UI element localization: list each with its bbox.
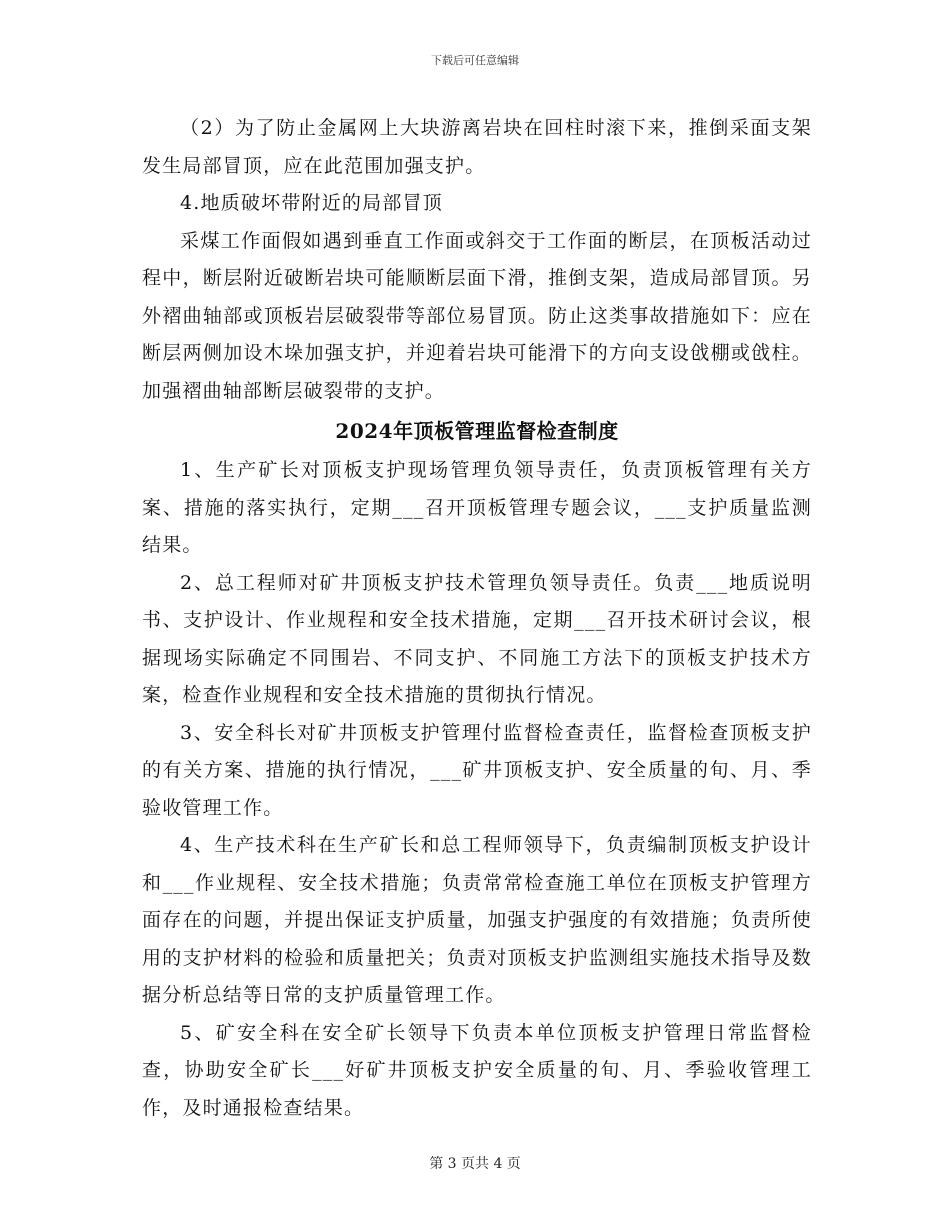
clause-1-production-mine-manager: 1、生产矿长对顶板支护现场管理负领导责任，负责顶板管理有关方案、措施的落实执行，定期___召开顶板管理专题会议，___支护质量监测结果。 [142, 459, 812, 556]
subheading-geological-zone: 4.地质破坏带附近的局部冒顶 [180, 192, 443, 214]
paragraph-fault-roof-fall: 采煤工作面假如遇到垂直工作面或斜交于工作面的断层，在顶板活动过程中，断层附近破断岩块可能顺断层面下滑，推倒支架，造成局部冒顶。另外褶曲轴部或顶板岩层破裂带等部位易冒顶。防止这类事故措施如下：应在断层两侧加设木垛加强支护，并迎着岩块可能滑下的方向支设戗棚或戗柱。加强褶曲轴部断层破裂带的支护。 [142, 229, 812, 402]
clause-2-chief-engineer: 2、总工程师对矿井顶板支护技术管理负领导责任。负责___地质说明书、支护设计、作业规程和安全技术措施，定期___召开技术研讨会议，根据现场实际确定不同围岩、不同支护、不同施工方法下的顶板支护技术方案，检查作业规程和安全技术措施的贯彻执行情况。 [142, 571, 812, 706]
clause-4-production-technology-section: 4、生产技术科在生产矿长和总工程师领导下，负责编制顶板支护设计和___作业规程、安全技术措施；负责常常检查施工单位在顶板支护管理方面存在的问题，并提出保证支护质量，加强支护强度的有效措施；负责所使用的支护材料的检验和质量把关；负责对顶板支护监测组实施技术指导及数据分析总结等日常的支护质量管理工作。 [142, 834, 812, 1006]
page-header-note: 下载后可任意编辑 [431, 54, 519, 67]
page-number: 第 3 页共 4 页 [429, 1156, 521, 1172]
clause-5-mine-safety-section: 5、矿安全科在安全矿长领导下负责本单位顶板支护管理日常监督检查，协助安全矿长___好矿井顶板支护安全质量的旬、月、季验收管理工作，及时通报检查结果。 [142, 1021, 812, 1119]
paragraph-support-reinforcement: （2）为了防止金属网上大块游离岩块在回柱时滚下来，推倒采面支架发生局部冒顶，应在此范围加强支护。 [142, 117, 812, 177]
document-title: 2024年顶板管理监督检查制度 [335, 419, 619, 443]
clause-3-safety-section-chief: 3、安全科长对矿井顶板支护管理付监督检查责任，监督检查顶板支护的有关方案、措施的执行情况，___矿井顶板支护、安全质量的旬、月、季验收管理工作。 [142, 721, 812, 819]
document-body [142, 110, 812, 1127]
